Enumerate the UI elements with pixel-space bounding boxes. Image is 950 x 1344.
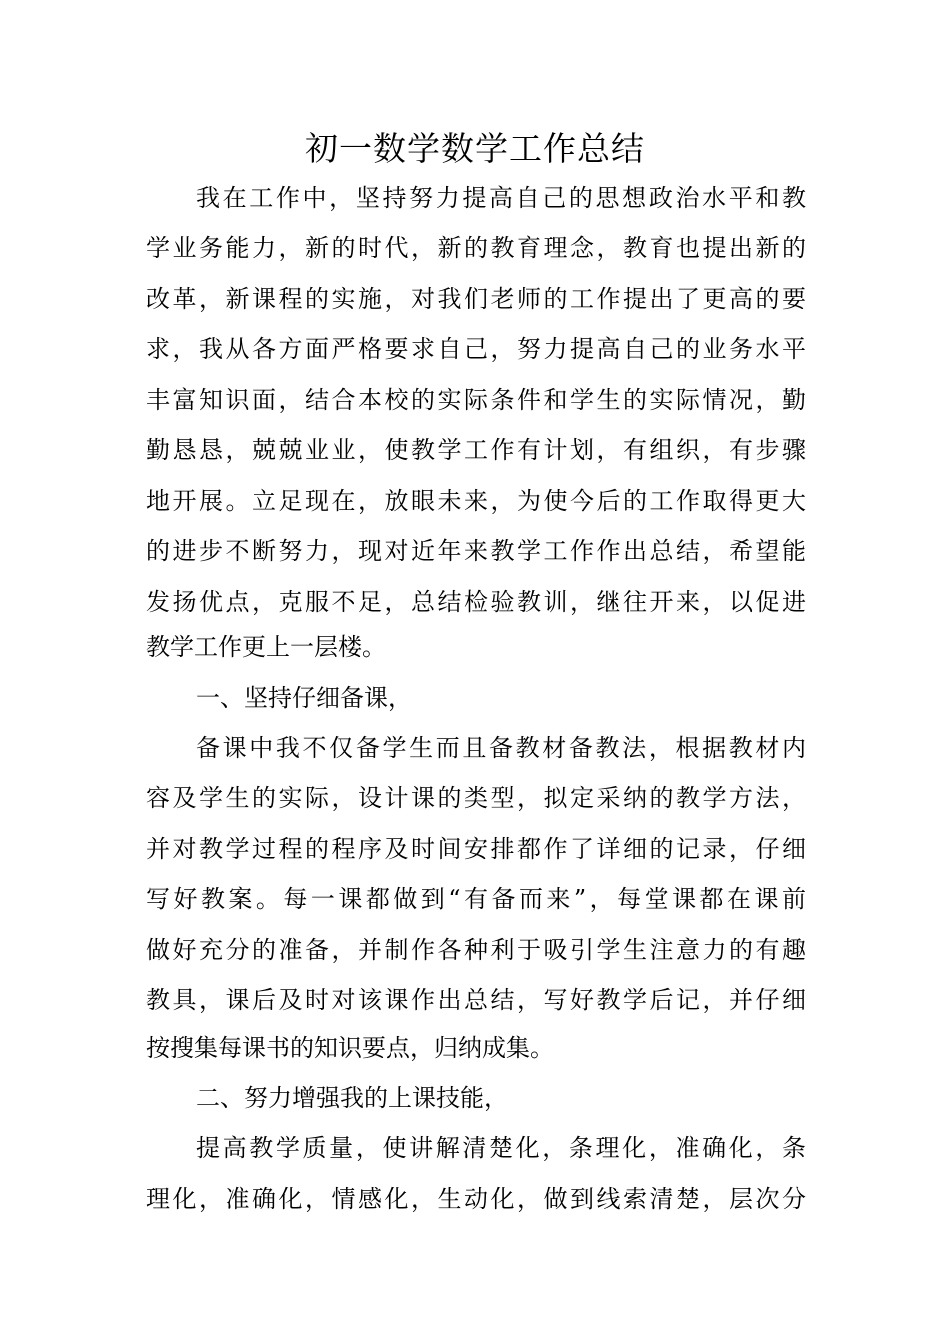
paragraph-line: 地开展。立足现在，放眼未来，为使今后的工作取得更大 xyxy=(146,487,806,515)
paragraph-line: 我在工作中，坚持努力提高自己的思想政治水平和教 xyxy=(196,184,806,212)
paragraph-line: 勤恳恳，兢兢业业，使教学工作有计划，有组织，有步骤 xyxy=(146,436,806,464)
paragraph-line: 并对教学过程的程序及时间安排都作了详细的记录，仔细 xyxy=(146,835,806,863)
paragraph-line: 做好充分的准备，并制作各种利于吸引学生注意力的有趣 xyxy=(146,936,806,964)
paragraph-line: 发扬优点，克服不足，总结检验教训，继往开来，以促进 xyxy=(146,588,806,616)
paragraph-line: 的进步不断努力，现对近年来教学工作作出总结，希望能 xyxy=(146,537,806,565)
section-heading: 一、坚持仔细备课， xyxy=(196,684,412,712)
paragraph-line: 学业务能力，新的时代，新的教育理念，教育也提出新的 xyxy=(146,234,806,262)
paragraph-line: 丰富知识面，结合本校的实际条件和学生的实际情况，勤 xyxy=(146,386,806,414)
paragraph-line: 按搜集每课书的知识要点，归纳成集。 xyxy=(146,1034,554,1062)
paragraph-line: 理化，准确化，情感化，生动化，做到线索清楚，层次分 xyxy=(146,1185,806,1213)
paragraph-line: 提高教学质量，使讲解清楚化，条理化，准确化，条 xyxy=(196,1134,806,1162)
paragraph-line: 容及学生的实际，设计课的类型，拟定采纳的教学方法， xyxy=(146,784,806,812)
paragraph-line: 求，我从各方面严格要求自己，努力提高自己的业务水平 xyxy=(146,335,806,363)
paragraph-line: 教学工作更上一层楼。 xyxy=(146,633,386,661)
paragraph-line: 教具，课后及时对该课作出总结，写好教学后记，并仔细 xyxy=(146,986,806,1014)
paragraph-line: 写好教案。每一课都做到“有备而来”，每堂课都在课前 xyxy=(146,885,806,913)
paragraph-line: 备课中我不仅备学生而且备教材备教法，根据教材内 xyxy=(196,734,806,762)
document-title: 初一数学数学工作总结 xyxy=(305,129,645,168)
paragraph-line: 改革，新课程的实施，对我们老师的工作提出了更高的要 xyxy=(146,285,806,313)
section-heading: 二、努力增强我的上课技能， xyxy=(196,1084,508,1112)
